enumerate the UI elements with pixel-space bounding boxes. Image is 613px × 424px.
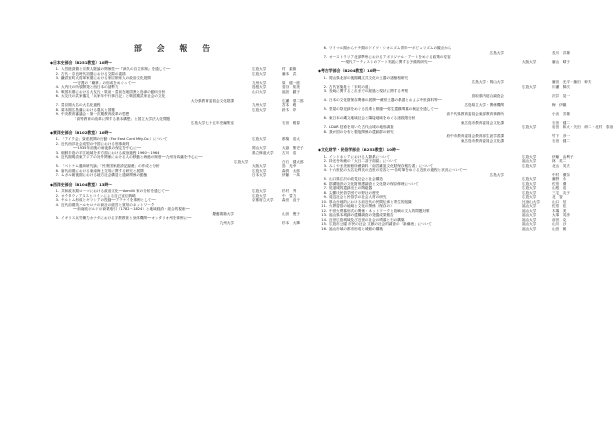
- item-title: 広島市公園 市民の社会 文献の社会的調査の「新潮流」について: [329, 222, 432, 226]
- item-number: 2.: [55, 141, 59, 146]
- item-title: 近代前期英ハルセロナの商社の経営と貿易のネットワーク: [61, 202, 155, 207]
- item-presenter: 山根 浩: [552, 186, 567, 190]
- item-title: 持光寺所蔵の「大日二菩子面銘」について: [329, 159, 398, 163]
- item-title: 福山県本城跡の遺構調査の発掘成果報告: [329, 213, 394, 217]
- item-presenter: 藤田 光平・藤田 幹夫: [552, 80, 592, 84]
- item-number: 10.: [321, 199, 327, 204]
- item-title: 大内氏の所領開発と西日本の諸勢力: [61, 85, 119, 89]
- item-affiliation: 福山大学: [522, 222, 537, 226]
- item-title: 近代期明清東アジアの対外関係における人の移動と海港の制度──九州対馬藩を中心に──: [61, 155, 203, 159]
- item-title: 大分県教育委員会文化財課: [190, 98, 234, 103]
- item-title: オーストラリア北部準州におけるアボリジナル・アートをめぐる政策の変容: [329, 55, 451, 59]
- item-number: 3.: [323, 163, 327, 168]
- item-presenter: 長川 洋雄: [552, 50, 570, 55]
- item-presenter: 小出 芳雄: [552, 111, 570, 116]
- item-presenter: 岩田 和太・矢田 研二・北村 泰治: [552, 125, 613, 129]
- item-presenter: 大塚 英彦: [552, 213, 570, 217]
- section-heading: ◆西洋史部会（B104教室）13時〜: [50, 181, 113, 187]
- item-number: [318, 139, 329, 144]
- item-number: 6.: [323, 46, 327, 50]
- item-affiliation: 福山大学: [522, 226, 537, 231]
- item-title: 府中市教育委員会教育部生涯学習課: [446, 134, 504, 138]
- item-affiliation: 広島大学: [252, 189, 267, 193]
- item-number: 5.: [55, 164, 59, 168]
- item-number: [50, 121, 61, 126]
- report-item: [50, 221, 300, 226]
- item-affiliation: 福山大学: [522, 217, 537, 222]
- item-presenter: 山川 沙: [552, 222, 567, 226]
- item-number: 6.: [323, 116, 327, 120]
- item-title: 広島大学・岡山大学: [471, 80, 504, 84]
- item-number: 1.: [55, 137, 59, 141]
- item-title: 山口県江沢の政党社会と社会構造: [329, 177, 383, 181]
- item-title: ──1935年前後の雨夜県の保定を中心に──: [73, 146, 142, 150]
- item-number: 14.: [321, 217, 327, 222]
- item-title: 鎌倉室町大将軍家期における家臣制家人の政治文化展開: [61, 76, 151, 80]
- item-title: 東広島市教育委員会文化課: [460, 120, 504, 125]
- item-title: 中央教育審議会・第一次期教育改革の思想: [61, 112, 130, 116]
- item-presenter: 石田 雅春: [282, 121, 300, 125]
- item-title: 尾道城郭遺跡出土の陶磁器: [329, 186, 373, 190]
- item-title: 幕末期広島藩における農兵と国権: [61, 107, 115, 112]
- item-number: 9.: [323, 195, 327, 199]
- item-number: 15.: [321, 222, 327, 226]
- item-presenter: 山田 俊子: [282, 211, 300, 216]
- item-title: 東日本の縄文地域社会と隣接地域をめぐる諸段階分析: [329, 116, 416, 120]
- section-heading: ◆東洋史部会（B102教室）10時〜: [50, 129, 113, 135]
- item-title: 唐代前期における東南海上交易に関する研究と展開: [61, 168, 144, 173]
- section: [50, 183, 300, 226]
- right-sections: [318, 46, 613, 231]
- item-title: 豊臣期大名の大名化過程: [61, 103, 101, 107]
- item-title: 鳥取県内総合調査会: [471, 93, 504, 98]
- item-affiliation: 広島大学: [522, 181, 537, 186]
- item-title: 郡溝施設の文化財保護調査と文化財の保存修理について: [329, 181, 419, 186]
- item-affiliation: 広島大学: [252, 107, 267, 112]
- item-presenter: 藤野 永: [552, 177, 567, 181]
- item-affiliation: 広島大学: [522, 84, 537, 89]
- item-title: 近代西洋社会成型の中国における刑事裁判: [61, 141, 130, 146]
- item-affiliation: 広島大学: [234, 159, 249, 164]
- item-number: 5.: [323, 107, 327, 111]
- item-presenter: 森賀 太郎: [282, 168, 300, 173]
- item-number: 11.: [321, 204, 327, 208]
- item-number: 5.: [323, 177, 327, 181]
- item-affiliation: 日本大学: [252, 173, 267, 177]
- item-number: 7.: [323, 186, 327, 190]
- item-title: 高千代県教育委員会東部教育事務所: [446, 111, 504, 116]
- item-number: 1.: [55, 67, 59, 71]
- item-title: 火葬習俗の地域と文化の関係（保存の）: [329, 204, 394, 208]
- item-affiliation: [504, 139, 552, 144]
- item-presenter: 沢井 晃一: [552, 93, 570, 98]
- item-presenter: 藤山 晴子: [552, 59, 570, 64]
- item-title: 入営経済費と宗教人脈論の関係性──『津久の自立体制』を通して──: [61, 67, 171, 71]
- item-presenter: 川瀬 賢次: [552, 84, 570, 89]
- item-title: 中世火葬墓形式の関係・ネットワークと島嶼の文人的問題対策: [329, 208, 430, 213]
- item-presenter: 伊藤 由利子: [552, 154, 574, 159]
- item-affiliation: 福山大学: [522, 213, 537, 217]
- item-number: 5.: [55, 216, 59, 220]
- item-title: 堂屋の祭祀跡をめぐる長堆と棋棲──弥生遺構墳墓の検証を通して──: [329, 107, 439, 111]
- item-number: 2.: [323, 84, 327, 89]
- item-presenter: 鳥 光幸: [282, 164, 297, 168]
- item-number: 7.: [55, 173, 59, 177]
- item-number: 8.: [55, 107, 59, 112]
- item-number: 1.: [323, 75, 327, 80]
- item-affiliation: 島根大学: [252, 85, 267, 89]
- right-column: [318, 0, 613, 236]
- item-affiliation: 広島大学: [522, 195, 537, 199]
- item-title: ムガル朝後期における地方社会構造と通商関係の動態: [61, 173, 148, 177]
- item-presenter: 佐伯 優: [552, 181, 567, 186]
- item-number: [318, 60, 329, 65]
- item-title: みくやま美術館所蔵資料「南宮雑説文化財保存報告書」について: [329, 163, 434, 168]
- item-affiliation: 岡山大学: [252, 146, 267, 150]
- left-sections: [50, 59, 304, 226]
- item-number: 7.: [55, 103, 59, 107]
- item-presenter: 石田 健二: [552, 138, 570, 143]
- item-title: ──守護の「職掌」の形成をめぐって──: [73, 80, 136, 85]
- report-item: [318, 139, 570, 144]
- item-title: 東広島市教育委員会文化課: [460, 138, 504, 143]
- item-presenter: 三宅 友子: [552, 190, 570, 195]
- item-number: 4.: [323, 98, 327, 102]
- item-title: 古代・奈良時代初期における交際の素描: [61, 71, 126, 76]
- item-presenter: 藤本 武: [282, 71, 297, 76]
- item-number: 3.: [55, 198, 59, 202]
- section-heading: ◆文化財学・民俗学部会（B253教室）10時〜: [318, 147, 400, 152]
- item-presenter: 杉村 秀: [282, 189, 297, 193]
- item-presenter: 山田 朝: [552, 226, 567, 231]
- item-title: 厚山台地的における前近代の民間伝承と寄生的組織: [329, 199, 412, 204]
- item-title: 岡山県北部の後期縄文式文化の土器の諸様相研究: [329, 75, 409, 80]
- section: [50, 59, 304, 126]
- item-presenter: 原 健一郎: [282, 80, 300, 85]
- item-title: 日本の文化財保存関係の展開──蔵骨土器の系譜とおよぶ中世資料等──: [329, 98, 442, 102]
- item-affiliation: 広島大学: [522, 177, 537, 181]
- item-affiliation: 広島大学: [522, 190, 537, 195]
- item-affiliation: 広島大学: [252, 137, 267, 141]
- item-affiliation: 広島大学: [252, 193, 267, 198]
- item-affiliation: 広島大学: [252, 168, 267, 173]
- item-number: 3.: [55, 76, 59, 80]
- report-item: [50, 173, 300, 178]
- item-presenter: 森田 直子: [282, 198, 300, 202]
- section-heading: ◆考古学部会（B204教室）10時〜: [318, 68, 381, 73]
- item-presenter: 村 素雄: [282, 67, 297, 71]
- item-title: ──現代アーティストのアート実践に関する予備的研究──: [341, 59, 432, 64]
- item-number: 6.: [55, 94, 59, 98]
- item-affiliation: 九州大学: [252, 80, 267, 85]
- report-item: [318, 227, 570, 232]
- item-title: 九州大学: [219, 220, 234, 225]
- item-number: 16.: [321, 226, 327, 231]
- item-presenter: 北山 英夫: [552, 163, 570, 168]
- item-affiliation: 広島大学: [522, 163, 537, 168]
- section: [50, 129, 304, 178]
- item-presenter: 鈴木 岸: [282, 107, 297, 112]
- item-affiliation: 広島大学: [252, 67, 267, 71]
- item-number: 3.: [55, 150, 59, 155]
- item-title: LDAR 技術を用いた古代山城の地形調査: [329, 125, 394, 129]
- item-presenter: 菅谷 知美: [282, 85, 300, 89]
- item-number: 7.: [323, 125, 327, 129]
- item-presenter: 林 英二: [552, 159, 567, 163]
- item-title: 広島大学七十五年史編集室: [190, 121, 234, 125]
- item-affiliation: 大阪大学: [522, 59, 537, 64]
- section-heading: ◆日本史部会（B251教室）10時〜: [50, 59, 113, 65]
- item-title: 周辺社会と民俗学の社会人材の研究: [329, 195, 387, 199]
- item-title: 慶應義塾大学: [212, 211, 234, 216]
- item-presenter: 竹下 彦一: [552, 134, 570, 138]
- item-title: 戦国末期における大友氏・筑前・豊前在地国衆と島津の動向分析: [61, 89, 166, 94]
- item-presenter: 伊藤 一馬: [282, 173, 300, 177]
- item-number: 2.: [55, 193, 59, 198]
- item-affiliation: 比治山大学: [522, 199, 540, 204]
- item-presenter: 宮本 雅: [282, 103, 297, 107]
- item-number: 8.: [323, 190, 327, 195]
- item-number: 9.: [55, 112, 59, 116]
- item-number: 3.: [323, 89, 327, 93]
- item-affiliation: [234, 121, 282, 126]
- item-title: 広島大学: [489, 172, 504, 177]
- item-title: 広島県立大学・関係機関: [464, 102, 504, 107]
- section: [318, 46, 570, 64]
- item-title: 「アイク会」資産展開の行動（Far East Curd Mfg.Co.）について: [61, 137, 168, 141]
- item-title: 福山市域の都市形成と城館の構築: [329, 226, 383, 231]
- report-item: [50, 121, 300, 126]
- item-affiliation: 広島大学: [522, 186, 537, 190]
- item-number: 2.: [55, 71, 59, 76]
- item-number: 1.: [323, 154, 327, 159]
- item-affiliation: 県立修道大学: [252, 150, 274, 155]
- item-title: 広島大学: [489, 50, 504, 55]
- item-number: 12.: [321, 208, 327, 213]
- item-affiliation: 九州大学: [252, 103, 267, 107]
- left-column: [50, 0, 304, 230]
- item-number: 6.: [55, 168, 59, 173]
- item-presenter: 山口 信: [552, 199, 567, 204]
- item-title: 尖閣氏民俗学団での野社の歴史: [329, 190, 380, 195]
- item-number: 2.: [323, 159, 327, 163]
- item-number: 13.: [321, 213, 327, 217]
- item-title: ──前南欧ボルドの商業取引（1782〜1824）と地域経済・総合的視座──: [73, 207, 190, 211]
- item-presenter: 広瀬 望二郎: [282, 98, 304, 103]
- item-number: 4.: [55, 155, 59, 159]
- item-affiliation: 大阪大学: [252, 164, 267, 168]
- item-presenter: 木場 美: [552, 208, 567, 213]
- item-number: [50, 221, 61, 226]
- item-title: 「ベトナム通商研究論」「民衆国家経済記録叢」の作成と分析: [61, 164, 160, 168]
- item-title: オクタウィアヌスとコインによる自己宣伝戦略: [61, 193, 136, 198]
- item-title: 我が国の分布と製塩関係の遺跡群の研究: [329, 129, 394, 134]
- item-title: ヤルトム形成とギリシアの役割──アテナイを事例として──: [61, 198, 156, 202]
- item-presenter: 中村 優奈: [552, 172, 570, 177]
- item-title: 朝鮮半島の平江地域を多方面における政治過程 1960〜1964: [61, 150, 160, 155]
- page-title: 部 会 報 告: [133, 43, 217, 53]
- item-presenter: 佐伯 佳: [552, 204, 567, 208]
- item-presenter: 北 智: [552, 195, 563, 199]
- item-title: 長崎に関するこれまでの経過と現状に関する考察: [329, 89, 409, 93]
- item-title: 近世広島城域及び近世の社会の墳墓と石の構築: [329, 217, 405, 222]
- section: [318, 68, 613, 143]
- item-affiliation: 福山大学: [522, 208, 537, 213]
- item-affiliation: [234, 221, 282, 226]
- item-presenter: 大嶽 聖史子: [282, 146, 304, 150]
- item-presenter: 古川 浩: [282, 150, 297, 155]
- item-number: 5.: [55, 89, 59, 94]
- item-affiliation: 福山大学: [522, 159, 537, 163]
- item-title: 古代官衙址と「末町の道」: [329, 84, 373, 89]
- item-affiliation: 山口大学: [252, 89, 267, 94]
- item-title: 共和政末期ローマにおける政治文化──Aemilii 家の分析を通じて──: [61, 189, 170, 193]
- item-presenter: 都築 浩太: [282, 137, 300, 141]
- item-presenter: 福田 嗣子: [282, 89, 300, 94]
- item-affiliation: 広島大学: [522, 154, 537, 159]
- item-title: 「高等教育の改革に関する基本構想」と国立大学法人化問題: [73, 116, 171, 121]
- item-presenter: 梅 伊織: [552, 102, 567, 107]
- item-title: インドネシアにおける人類系について: [329, 154, 390, 159]
- item-presenter: 杉本 大輝: [282, 220, 300, 225]
- item-affiliation: 京都府立大学: [252, 198, 274, 202]
- item-number: 1.: [55, 189, 59, 193]
- item-number: 4.: [323, 168, 327, 172]
- item-affiliation: 広島大学: [522, 125, 537, 129]
- item-presenter: 石田 健二: [552, 120, 570, 125]
- item-presenter: 白石 健太郎: [282, 159, 304, 164]
- item-number: 6.: [323, 181, 327, 186]
- item-title: ワイマル期からナチ期のドイツ・シオニズム青年──ポピュリズムの観点から: [329, 46, 452, 50]
- item-presenter: 前田 克: [552, 217, 567, 222]
- item-title: 十六世紀の大名毛利氏の近世の変容と──各町筆をめぐる近世の過程と状況について──: [329, 168, 467, 172]
- item-number: 7.: [323, 55, 327, 59]
- item-number: 8.: [323, 129, 327, 134]
- item-number: 4.: [55, 85, 59, 89]
- item-title: イギリス兵労働力カナダにおける字教教育と身体機関──オンタリオ州を事例に──: [61, 216, 192, 220]
- item-affiliation: 福山大学: [522, 204, 537, 208]
- item-number: 4.: [55, 202, 59, 207]
- item-affiliation: 広島大学: [252, 71, 267, 76]
- item-presenter: 中 豊力: [282, 193, 297, 198]
- section: [318, 147, 574, 231]
- report-item: [318, 60, 570, 65]
- item-title: 大友氏の武家儀礼「兵家年中行事日記」と戦国期武家社会の文化: [61, 94, 166, 98]
